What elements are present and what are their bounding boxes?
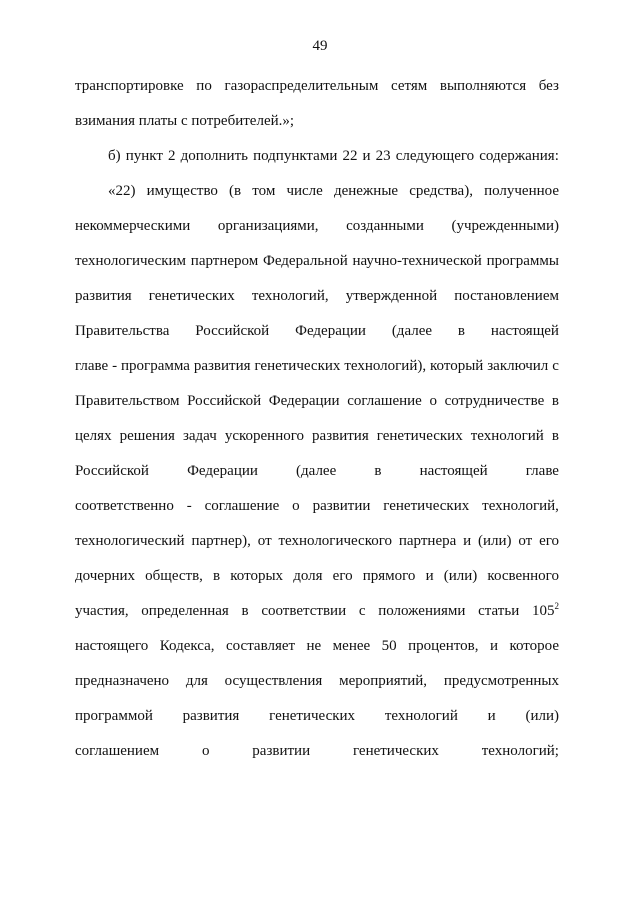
text-line bbox=[75, 601, 559, 621]
text-line bbox=[75, 671, 559, 691]
word: его bbox=[332, 568, 353, 584]
word: газораспределительным bbox=[224, 78, 379, 94]
word: дочерних bbox=[75, 568, 135, 584]
word: развитии bbox=[312, 498, 371, 514]
word: Российской bbox=[187, 393, 262, 409]
word: не bbox=[306, 638, 322, 654]
word: сотрудничестве bbox=[444, 393, 545, 409]
word: Правительства bbox=[75, 323, 170, 339]
word: задач bbox=[182, 428, 217, 444]
word: косвенного bbox=[487, 568, 559, 584]
word: (далее bbox=[391, 323, 433, 339]
word: программой bbox=[75, 708, 153, 724]
article-reference: $105^2$ bbox=[531, 601, 559, 619]
word: (в bbox=[229, 183, 242, 199]
word: настоящей bbox=[419, 463, 488, 479]
word: развития bbox=[193, 358, 251, 374]
word: развития bbox=[182, 708, 240, 724]
text-line bbox=[75, 216, 559, 236]
text-line bbox=[75, 76, 559, 96]
word: генетических bbox=[352, 743, 439, 759]
word: 22 bbox=[342, 148, 358, 164]
word: технологий; bbox=[481, 743, 559, 759]
text-line bbox=[75, 321, 559, 341]
word: программы bbox=[486, 253, 559, 269]
text-line bbox=[75, 706, 559, 726]
word: созданными bbox=[346, 218, 424, 234]
text-line bbox=[108, 146, 559, 166]
word: которых bbox=[230, 568, 284, 584]
word: участия, bbox=[75, 603, 129, 619]
word: соответственно bbox=[75, 498, 174, 514]
word: и bbox=[489, 638, 498, 654]
word: настоящей bbox=[490, 323, 559, 339]
text-line bbox=[75, 356, 559, 376]
word: имущество bbox=[146, 183, 218, 199]
word: (или) bbox=[443, 568, 478, 584]
text-line bbox=[75, 636, 559, 656]
word: о bbox=[429, 393, 437, 409]
superscript: 2 bbox=[554, 601, 559, 611]
word: главе bbox=[75, 358, 109, 374]
word: главе bbox=[525, 463, 559, 479]
word: некоммерческими bbox=[75, 218, 191, 234]
word: развития bbox=[75, 288, 132, 304]
word: в bbox=[213, 568, 221, 584]
word: организациями, bbox=[217, 218, 319, 234]
word: числе bbox=[286, 183, 323, 199]
text-line bbox=[75, 496, 559, 516]
word: статьи bbox=[478, 603, 520, 619]
word: соглашение bbox=[204, 498, 280, 514]
word: и bbox=[362, 148, 371, 164]
word: положениями bbox=[378, 603, 466, 619]
word: от bbox=[518, 533, 533, 549]
word: его bbox=[539, 533, 559, 549]
word: дополнить bbox=[180, 148, 248, 164]
word: от bbox=[257, 533, 272, 549]
word: предусмотренных bbox=[443, 673, 559, 689]
word: сетям bbox=[391, 78, 428, 94]
word: технологий bbox=[384, 708, 458, 724]
word: определенная bbox=[141, 603, 229, 619]
word: Федерации bbox=[187, 463, 258, 479]
word: предназначено bbox=[75, 673, 170, 689]
word: и bbox=[487, 708, 496, 724]
word: технологий, bbox=[482, 498, 559, 514]
word: доля bbox=[293, 568, 323, 584]
word: соответствии bbox=[261, 603, 347, 619]
word: (или) bbox=[525, 708, 559, 724]
word: выполняются bbox=[439, 78, 527, 94]
word: научно-технической bbox=[352, 253, 482, 269]
word: в bbox=[241, 603, 249, 619]
word: технологический bbox=[75, 533, 185, 549]
text-line bbox=[75, 531, 559, 551]
text-line bbox=[75, 741, 559, 761]
page-number: 49 bbox=[312, 38, 328, 54]
text-line bbox=[108, 181, 559, 201]
word: программа bbox=[121, 358, 190, 374]
word: утвержденной bbox=[345, 288, 438, 304]
word: процентов, bbox=[408, 638, 479, 654]
word: решения bbox=[119, 428, 175, 444]
word: технологическим bbox=[75, 253, 187, 269]
word: настоящего bbox=[75, 638, 149, 654]
word: менее bbox=[332, 638, 371, 654]
word: для bbox=[185, 673, 208, 689]
text-line bbox=[75, 286, 559, 306]
word: 50 bbox=[381, 638, 397, 654]
word: (или) bbox=[477, 533, 512, 549]
word: в bbox=[457, 323, 465, 339]
word: соглашением bbox=[75, 743, 160, 759]
word: обществ, bbox=[145, 568, 203, 584]
word: технологий), bbox=[344, 358, 427, 374]
word: которое bbox=[509, 638, 559, 654]
word: (далее bbox=[296, 463, 337, 479]
text-line bbox=[75, 391, 559, 411]
word: генетических bbox=[254, 358, 341, 374]
word: Федерации bbox=[295, 323, 366, 339]
word: Федеральной bbox=[262, 253, 348, 269]
word: целях bbox=[75, 428, 112, 444]
word: партнером bbox=[190, 253, 259, 269]
word: мероприятий, bbox=[339, 673, 428, 689]
word: по bbox=[196, 78, 212, 94]
text-line bbox=[75, 251, 559, 271]
text-line bbox=[75, 461, 559, 481]
word: без bbox=[538, 78, 559, 94]
text-line: взимания платы с потребителей.»; bbox=[75, 113, 295, 129]
word: генетических bbox=[383, 498, 470, 514]
word: в bbox=[551, 393, 559, 409]
word: который bbox=[430, 358, 484, 374]
word: ускоренного bbox=[224, 428, 305, 444]
word: Российской bbox=[75, 463, 149, 479]
word: Российской bbox=[195, 323, 270, 339]
word: «22) bbox=[108, 183, 136, 199]
word: средства), bbox=[409, 183, 473, 199]
word: партнер), bbox=[191, 533, 251, 549]
word: Правительством bbox=[75, 393, 180, 409]
word: том bbox=[252, 183, 276, 199]
word: осуществления bbox=[224, 673, 323, 689]
word: прямого bbox=[362, 568, 416, 584]
word: полученное bbox=[484, 183, 559, 199]
word: в bbox=[551, 428, 559, 444]
word: технологий bbox=[470, 428, 544, 444]
word: 23 bbox=[375, 148, 391, 164]
word: б) bbox=[108, 148, 121, 164]
word: - bbox=[186, 498, 192, 514]
word: заключил bbox=[487, 358, 549, 374]
word: Федерации bbox=[268, 393, 340, 409]
word: и bbox=[463, 533, 472, 549]
word: технологий, bbox=[251, 288, 329, 304]
word: генетических bbox=[148, 288, 235, 304]
word: развития bbox=[312, 428, 369, 444]
word: составляет bbox=[226, 638, 296, 654]
word: генетических bbox=[269, 708, 356, 724]
text-line bbox=[75, 426, 559, 446]
word: (учрежденными) bbox=[451, 218, 559, 234]
word: - bbox=[112, 358, 118, 374]
word: подпунктами bbox=[253, 148, 338, 164]
word: транспортировке bbox=[75, 78, 184, 94]
word: развитии bbox=[252, 743, 311, 759]
word: с bbox=[552, 358, 559, 374]
word: следующего bbox=[395, 148, 475, 164]
word: партнера bbox=[398, 533, 457, 549]
word: пункт bbox=[125, 148, 163, 164]
word: содержания: bbox=[479, 148, 559, 164]
word: и bbox=[425, 568, 434, 584]
word: с bbox=[358, 603, 366, 619]
word: Кодекса, bbox=[159, 638, 215, 654]
word: технологического bbox=[278, 533, 393, 549]
word: соглашение bbox=[347, 393, 422, 409]
word: в bbox=[374, 463, 382, 479]
word: денежные bbox=[333, 183, 399, 199]
word: 2 bbox=[168, 148, 176, 164]
text-line bbox=[75, 566, 559, 586]
word: генетических bbox=[376, 428, 463, 444]
word: о bbox=[292, 498, 300, 514]
word: постановлением bbox=[454, 288, 559, 304]
word: о bbox=[201, 743, 210, 759]
